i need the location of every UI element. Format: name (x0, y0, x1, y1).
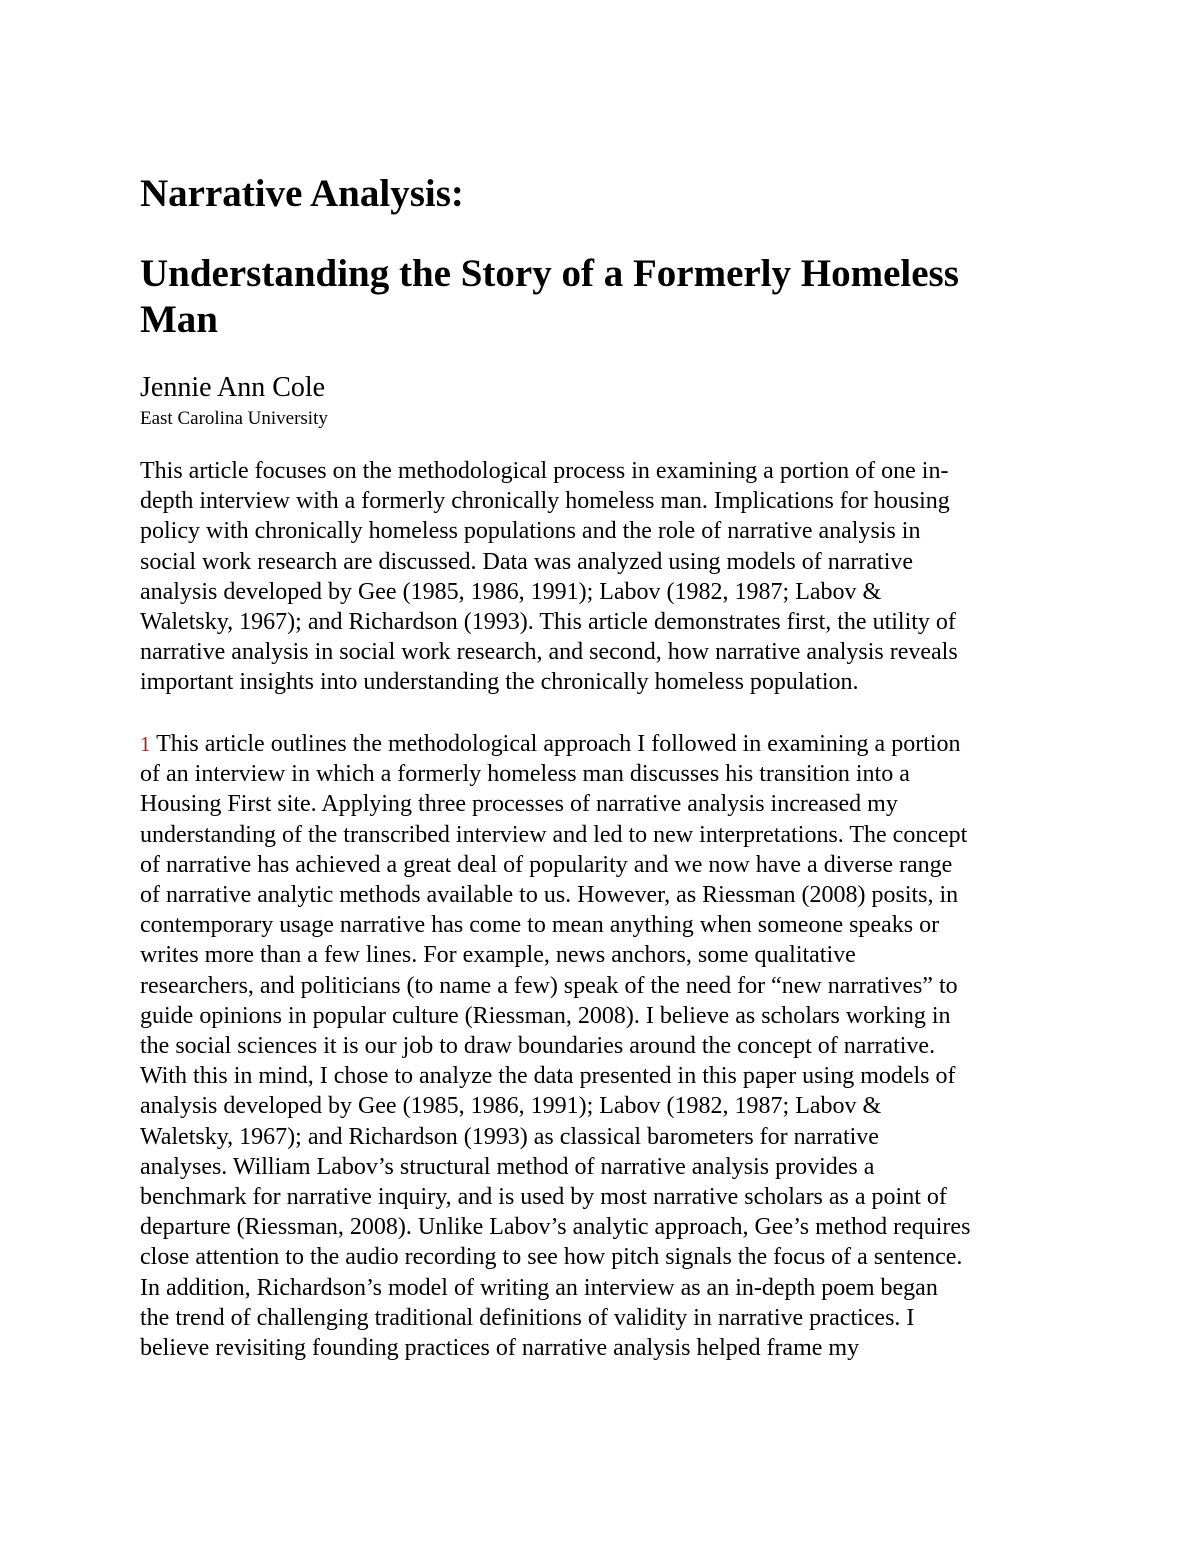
abstract-line: narrative analysis in social work research, and second, how narrative analysis reveals (140, 639, 958, 666)
body-line: benchmark for narrative inquiry, and is used by most narrative scholars as a point of (140, 1184, 947, 1211)
body-line: the trend of challenging traditional definitions of validity in narrative practices. I (140, 1304, 915, 1331)
body-line (140, 729, 1060, 759)
body-line: writes more than a few lines. For example, news anchors, some qualitative (140, 942, 856, 969)
body-line: analysis developed by Gee (1985, 1986, 1991); Labov (1982, 1987; Labov & (140, 1093, 882, 1120)
body-line: researchers, and politicians (to name a few) speak of the need for “new narratives” to (140, 972, 958, 999)
abstract-line: This article focuses on the methodological process in examining a portion of one in- (140, 458, 949, 484)
body-line: Housing First site. Applying three processes of narrative analysis increased my (140, 791, 898, 818)
body-line: guide opinions in popular culture (Riessman, 2008). I believe as scholars working in (140, 1002, 951, 1029)
body-line: of narrative analytic methods available to us. However, as Riessman (2008) posits, in (140, 882, 959, 909)
abstract (140, 456, 1060, 698)
body-line: With this in mind, I chose to analyze the data presented in this paper using models of (140, 1063, 956, 1090)
document-title: Narrative Analysis: (140, 172, 464, 215)
author-affiliation: East Carolina University (140, 408, 328, 429)
body-line: contemporary usage narrative has come to mean anything when someone speaks or (140, 912, 940, 939)
body-line: believe revisiting founding practices of narrative analysis helped frame my (140, 1335, 860, 1362)
body-line: of an interview in which a formerly homeless man discusses his transition into a (140, 761, 910, 788)
body-paragraph (140, 729, 1060, 1363)
subtitle-line: Man (140, 298, 218, 341)
body-line: the social sciences it is our job to draw boundaries around the concept of narrative. (140, 1033, 936, 1060)
abstract-line: analysis developed by Gee (1985, 1986, 1991); Labov (1982, 1987; Labov & (140, 578, 882, 605)
body-line: of narrative has achieved a great deal of popularity and we now have a diverse range (140, 851, 953, 878)
body-line: In addition, Richardson’s model of writing an interview as an in-depth poem began (140, 1274, 938, 1301)
paragraph-number: 1 (140, 732, 151, 756)
body-line: departure (Riessman, 2008). Unlike Labov’s analytic approach, Gee’s method requires (140, 1214, 971, 1241)
abstract-line: social work research are discussed. Data was analyzed using models of narrative (140, 548, 914, 575)
abstract-line: policy with chronically homeless populations and the role of narrative analysis in (140, 518, 921, 545)
body-line: Waletsky, 1967); and Richardson (1993) as classical barometers for narrative (140, 1123, 879, 1150)
body-line: analyses. William Labov’s structural method of narrative analysis provides a (140, 1153, 875, 1180)
author-name: Jennie Ann Cole (140, 372, 326, 403)
body-line-text: This article outlines the methodological approach I followed in examining a portion (156, 731, 961, 757)
subtitle-line: Understanding the Story of a Formerly Homeless (140, 252, 959, 295)
body-line: understanding of the transcribed interview and led to new interpretations. The concept (140, 821, 968, 848)
document-subtitle (140, 251, 1060, 343)
body-line: close attention to the audio recording to see how pitch signals the focus of a sentence. (140, 1244, 963, 1271)
abstract-line: depth interview with a formerly chronically homeless man. Implications for housing (140, 488, 950, 515)
abstract-line: important insights into understanding the chronically homeless population. (140, 669, 859, 696)
abstract-line: Waletsky, 1967); and Richardson (1993). This article demonstrates first, the utility of (140, 609, 956, 636)
